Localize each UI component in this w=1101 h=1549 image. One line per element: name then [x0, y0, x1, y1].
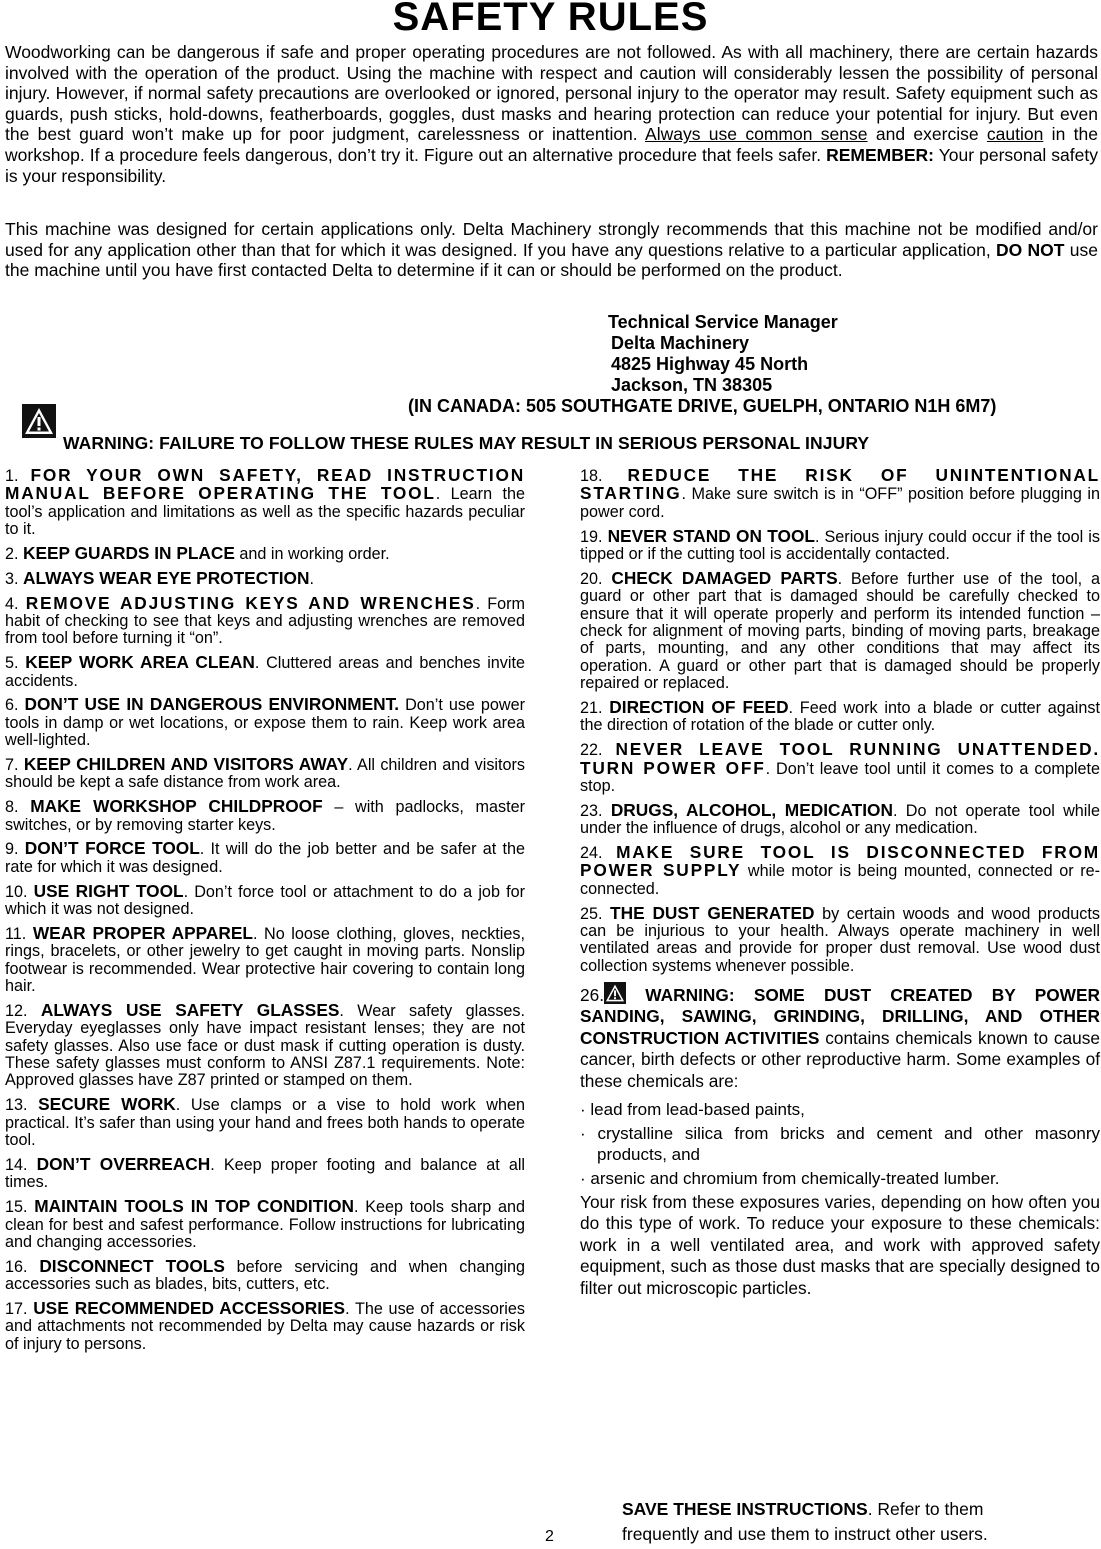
safety-rule — [5, 756, 525, 792]
rule-heading: WEAR PROPER APPAREL — [32, 922, 253, 943]
address-line: 4825 Highway 45 North — [611, 354, 809, 374]
rule-heading: KEEP GUARDS IN PLACE — [23, 543, 235, 564]
rule-heading: USE RECOMMENDED ACCESSORIES — [33, 1297, 346, 1318]
rule-heading: DIRECTION OF FEED — [609, 697, 789, 718]
rule-heading: NEVER LEAVE TOOL RUNNING UNATTENDED. TURN POWER OFF — [580, 739, 1100, 778]
warning-headline: WARNING: FAILURE TO FOLLOW THESE RULES MAY RESULT IN SERIOUS PERSONAL INJURY — [63, 433, 870, 453]
rule-text: . Make sure switch is in “OFF” position before plugging in power cord. — [580, 485, 1100, 521]
rule-number: 23. — [580, 801, 603, 820]
rule-text: . Before further use of the tool, a guard or other part that is damaged should be carefully checked to ensure that it will operate properly and perform its intended function – check for alignment of moving parts, binding of moving parts, breakage of parts, mounting, and any other conditions that may affect its operation. A guard or other part that is damaged should be properly repaired or replaced. — [580, 569, 1100, 693]
rule-text: . Don’t leave tool until it comes to a complete stop. — [580, 759, 1100, 796]
rule-heading: REDUCE THE RISK OF UNINTENTIONAL STARTING — [580, 465, 1101, 504]
safety-rule — [5, 467, 525, 539]
rule-heading: DON’T USE IN DANGEROUS ENVIRONMENT. — [24, 694, 400, 715]
rule-text: . Form habit of checking to see that keys and adjusting wrenches are removed from tool before turning it “on”. — [5, 594, 525, 648]
intro-paragraph-2: This machine was designed for certain applications only. Delta Machinery strongly recommends that this machine not be modified and/or used for any application other than that for which it was designed. If you have any questions relative to a particular application, DO NOT use the machine until you have first contacted Delta to determine if it can or should be performed on the product. — [5, 219, 1098, 281]
rule-heading: KEEP CHILDREN AND VISITORS AWAY — [23, 754, 349, 775]
safety-rule — [580, 467, 1100, 521]
warning-triangle-icon — [604, 982, 626, 1004]
chemical-list-item: · lead from lead-based paints, — [580, 1099, 805, 1119]
rule-number: 4. — [5, 594, 19, 613]
address-line: Jackson, TN 38305 — [611, 375, 773, 395]
safety-rule — [580, 844, 1100, 898]
safety-rule — [5, 999, 526, 1090]
rule-number: 17. — [5, 1299, 28, 1318]
rule-number: 8. — [5, 798, 19, 817]
rule-number: 19. — [580, 527, 603, 546]
rule-text: . Learn the tool’s application and limitations as well as the specific hazards peculiar to it. — [5, 485, 525, 539]
page-number: 2 — [545, 1528, 554, 1545]
rule-number: 13. — [5, 1096, 28, 1115]
do-not-label: DO NOT — [996, 239, 1065, 260]
chemical-list-item: · crystalline silica from bricks and cement and other masonry products, and — [580, 1123, 1100, 1164]
rule-number: 24. — [580, 844, 603, 863]
safety-rule — [5, 1198, 525, 1251]
rule-number: 22. — [580, 741, 603, 760]
rule-text: . Wear safety glasses. Everyday eyeglasses only have impact resistant lenses; they are not safety glasses. Also use face or dust mask if cutting operation is dusty. These safety glasses must conform to ANSI Z87.1 requirements. Note: Approved glasses have Z87 printed or stamped on them. — [5, 1001, 526, 1090]
rule-heading: ALWAYS WEAR EYE PROTECTION — [23, 567, 310, 588]
rule-heading: DON’T OVERREACH — [36, 1153, 211, 1174]
safety-rule — [580, 799, 1100, 838]
safety-rule — [5, 840, 525, 876]
rule-text: . Don’t force tool or attachment to do a job for which it was not designed. — [5, 882, 525, 919]
rule-heading: FOR YOUR OWN SAFETY, READ INSTRUCTION MANUAL BEFORE OPERATING THE TOOL — [5, 465, 526, 504]
rule-number: 14. — [5, 1155, 28, 1174]
page-title: SAFETY RULES — [392, 0, 709, 39]
rule-number: 10. — [5, 882, 28, 901]
rule-heading: KEEP WORK AREA CLEAN — [25, 652, 255, 673]
rule-number: 9. — [5, 840, 19, 859]
intro-paragraph-1: Woodworking can be dangerous if safe and proper operating procedures are not followed. As with all machinery, there are certain hazards involved with the operation of the product. Using the machine with respect and caution will considerably lessen the possibility of personal injury. However, if normal safety precautions are overlooked or ignored, personal injury to the operator may result. Safety equipment such as guards, push sticks, hold-downs, featherboards, goggles, dust masks and hearing protection can reduce your potential for injury. But even the best guard won’t make up for poor judgment, carelessness or inattention. Always use common sense and exercise caution in the workshop. If a procedure feels dangerous, don’t try it. Figure out an alternative procedure that feels safer. REMEMBER: Your personal safety is your responsibility. — [5, 42, 1098, 186]
rule-heading: MAKE SURE TOOL IS DISCONNECTED FROM POWER SUPPLY — [580, 842, 1101, 881]
remember-label: REMEMBER: — [826, 144, 935, 165]
rule-text: . It will do the job better and be safer at the rate for which it was designed. — [5, 840, 525, 876]
rule-number: 18. — [580, 467, 603, 485]
rule-text: . Keep proper footing and balance at all times. — [5, 1155, 526, 1192]
safety-rule — [5, 567, 525, 588]
save-instructions: SAVE THESE INSTRUCTIONS. Refer to them frequently and use them to instruct other users. — [622, 1499, 988, 1544]
common-sense-underline: Always use common sense — [645, 124, 868, 145]
rule-text: . Cluttered areas and benches invite accidents. — [5, 654, 525, 690]
rule-heading: ALWAYS USE SAFETY GLASSES — [40, 999, 340, 1020]
rule-text: . No loose clothing, gloves, neckties, rings, bracelets, or other jewelry to get caught in moving parts. Nonslip footwear is recommended. Wear protective hair covering to contain long hair. — [5, 924, 525, 996]
safety-rule — [580, 741, 1100, 795]
rule-number: 12. — [5, 1001, 28, 1020]
rule-number: 5. — [5, 654, 19, 673]
warning-triangle-icon — [22, 404, 56, 438]
rule-number: 2. — [5, 545, 19, 564]
rule-text: . The use of accessories and attachments not recommended by Delta may cause hazards or risk of injury to persons. — [5, 1299, 525, 1353]
rule-26-heading: WARNING: SOME DUST CREATED BY POWER SANDING, SAWING, GRINDING, DRILLING, AND OTHER CONSTRUCTION ACTIVITIES — [580, 984, 1100, 1048]
rule-number: 11. — [5, 924, 27, 943]
rule-text: – with padlocks, master switches, or by removing starter keys. — [5, 798, 526, 834]
safety-rule — [5, 545, 525, 563]
rule-text: and in working order. — [234, 545, 390, 564]
address-line: Technical Service Manager — [608, 312, 838, 332]
safety-rule — [5, 1153, 526, 1192]
rule-number: 21. — [580, 699, 603, 718]
rule-number: 7. — [5, 756, 19, 775]
exposure-paragraph: Your risk from these exposures varies, depending on how often you do this type of work. To reduce your exposure to these chemicals: work in a well ventilated area, and work with approved safety equipment, such as those dust masks that are specially designed to filter out microscopic particles. — [580, 1191, 1100, 1298]
rule-text: Don’t use power tools in damp or wet locations, or expose them to rain. Keep work area well-lighted. — [5, 696, 525, 750]
rule-heading: DRUGS, ALCOHOL, MEDICATION — [610, 799, 893, 820]
rule-text: by certain woods and wood products can be injurious to your health. Always operate machinery in well ventilated areas and provide for proper dust removal. Use wood dust collection systems whenever possible. — [580, 904, 1100, 975]
rule-heading: USE RIGHT TOOL — [33, 880, 184, 901]
rule-text: before servicing and when changing accessories such as blades, bits, cutters, etc. — [5, 1257, 526, 1294]
rule-text: . Use clamps or a vise to hold work when practical. It’s safer than using your hand and frees both hands to operate tool. — [5, 1096, 526, 1150]
rule-number: 25. — [580, 904, 603, 923]
rule-text: . Keep tools sharp and clean for best and safest performance. Follow instructions for lubricating and changing accessories. — [5, 1198, 525, 1251]
safety-rule — [580, 525, 1100, 564]
safety-rule — [5, 592, 525, 648]
rule-heading: NEVER STAND ON TOOL — [607, 525, 815, 546]
safety-rule — [5, 1096, 525, 1149]
rule-text: . Do not operate tool while under the influence of drugs, alcohol or any medication. — [580, 801, 1100, 838]
rule-text: while motor is being mounted, connected or re-connected. — [580, 862, 1100, 898]
rule-number: 15. — [5, 1198, 28, 1217]
safety-rule — [580, 902, 1100, 976]
rule-number: 6. — [5, 696, 19, 715]
address-line: Delta Machinery — [611, 333, 750, 353]
rule-text: . — [309, 569, 314, 588]
safety-rule — [5, 880, 525, 919]
safety-rule — [5, 654, 525, 690]
rule-number: 3. — [5, 569, 19, 588]
safety-rule — [5, 922, 525, 996]
canada-address: (IN CANADA: 505 SOUTHGATE DRIVE, GUELPH, ONTARIO N1H 6M7) — [408, 396, 997, 416]
safety-rule — [5, 1297, 525, 1353]
caution-underline: caution — [986, 124, 1044, 145]
right-rules-column — [580, 467, 1100, 1305]
rule-text: . All children and visitors should be kept a safe distance from work area. — [5, 756, 525, 792]
rule-heading: THE DUST GENERATED — [610, 902, 815, 923]
rule-number: 1. — [5, 467, 19, 485]
left-rules-column — [5, 467, 525, 1360]
rule-heading: SECURE WORK — [38, 1094, 176, 1115]
rule-heading: DON’T FORCE TOOL — [24, 838, 200, 859]
rule-number: 16. — [5, 1257, 28, 1276]
rule-number: 20. — [580, 569, 603, 588]
right-rules-list — [580, 467, 1100, 975]
rule-heading: MAINTAIN TOOLS IN TOP CONDITION — [34, 1196, 355, 1217]
safety-rule — [580, 699, 1100, 735]
rule-text: . Feed work into a blade or cutter against the direction of rotation of the blade or cutter only. — [580, 699, 1100, 735]
rule-heading: MAKE WORKSHOP CHILDPROOF — [30, 796, 323, 817]
chemical-list — [580, 1099, 1100, 1189]
rule-heading: REMOVE ADJUSTING KEYS AND WRENCHES — [25, 592, 476, 613]
safety-rule — [5, 798, 525, 834]
safety-rule — [580, 567, 1100, 693]
rule-26: 26. WARNING: SOME DUST CREATED BY POWER SANDING, SAWING, GRINDING, DRILLING, AND OTHER CONSTRUCTION ACTIVITIES contains chemicals known to cause cancer, birth defects or other reproductive harm. Some examples of these chemicals are: — [580, 982, 1100, 1093]
rule-heading: CHECK DAMAGED PARTS — [611, 567, 838, 588]
chemical-list-item: · arsenic and chromium from chemically-treated lumber. — [580, 1168, 1000, 1188]
rule-text: . Serious injury could occur if the tool is tipped or if the cutting tool is accidentally contacted. — [580, 527, 1100, 564]
rule-heading: DISCONNECT TOOLS — [39, 1255, 225, 1276]
safety-rule — [5, 1255, 526, 1294]
safety-rule — [5, 696, 525, 749]
